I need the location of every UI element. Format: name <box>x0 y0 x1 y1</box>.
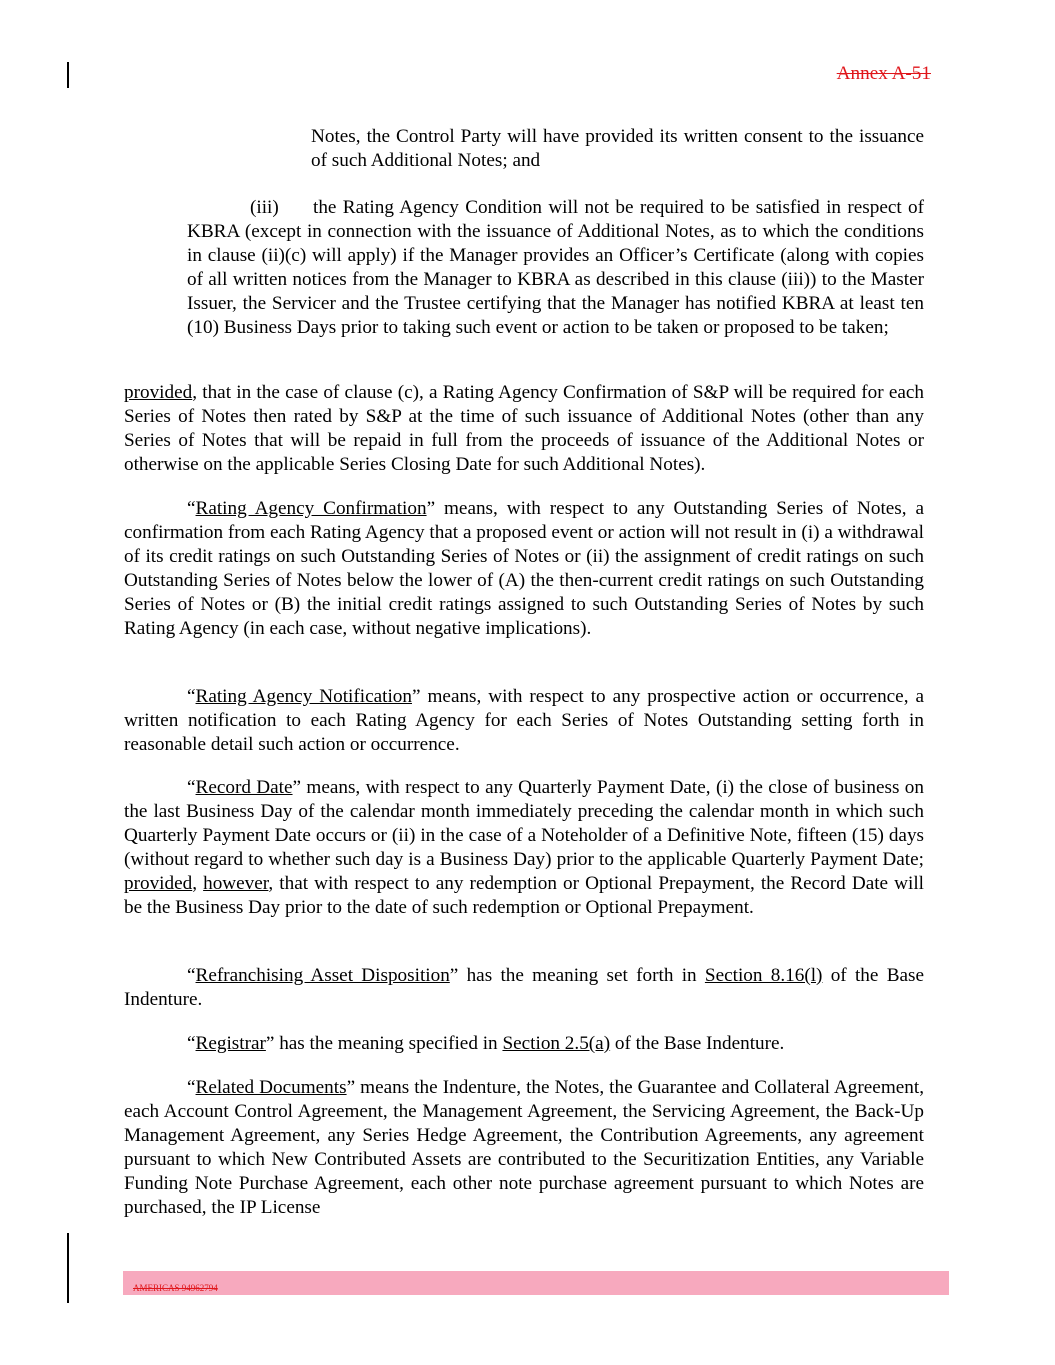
definition-text-cont: , that with respect to any redemption or Optional Prepayment, the Record Date will be the Business Day prior to the date of such redemption or Optional Prepayment. <box>124 873 925 918</box>
proviso-paragraph <box>124 381 924 477</box>
footer-document-id: AMERICAS 94962794 <box>133 1283 218 1293</box>
open-quote: “ <box>187 1077 196 1098</box>
footer-highlight-band <box>123 1271 949 1295</box>
section-reference: Section 8.16(l) <box>704 965 823 986</box>
definition-text: ” means the Indenture, the Notes, the Guarantee and Collateral Agreement, each Account Control Agreement, the Management Agreement, the Servicing Agreement, the Back-Up Management Agreement, any Series Hedge Agreement, the Contribution Agreements, any agreement pursuant to which New Contributed Assets are contributed to the Securitization Entities, any Variable Funding Note Purchase Agreement, each other note purchase agreement pursuant to which Notes are purchased, the IP License <box>124 1077 924 1218</box>
open-quote: “ <box>187 965 196 986</box>
proviso-term: provided <box>124 382 193 403</box>
definition-text: ” has the meaning set forth in <box>449 965 705 986</box>
definition-text-cont: of the Base Indenture. <box>610 1033 785 1054</box>
change-bar-bottom <box>67 1233 69 1303</box>
defined-term: Rating Agency Confirmation <box>195 498 427 519</box>
definition-text-cont: of the Base Indenture. <box>124 965 924 1010</box>
definition-rating-agency-notification <box>124 685 924 757</box>
clause-number: (iii) <box>250 197 279 218</box>
defined-term: Related Documents <box>195 1077 347 1098</box>
clause-text: the Rating Agency Condition will not be required to be satisfied in respect of KBRA (except in connection with the issuance of Additional Notes, as to which the conditions in clause (ii)(c) will apply) if the Manager provides an Officer’s Certificate (along with copies of all written notices from the Manager to KBRA as described in this clause (iii)) to the Master Issuer, the Servicer and the Trustee certifying that the Manager has notified KBRA at least ten (10) Business Days prior to taking such event or action to be taken or proposed to be taken; <box>187 197 924 338</box>
defined-term: Record Date <box>195 777 293 798</box>
page-label: Annex A-51 <box>836 63 931 84</box>
definition-refranchising-asset-disposition <box>124 964 924 1012</box>
definition-text: ” has the meaning specified in <box>265 1033 503 1054</box>
definition-registrar <box>124 1032 924 1056</box>
open-quote: “ <box>187 686 196 707</box>
open-quote: “ <box>187 1033 196 1054</box>
definition-record-date <box>124 776 924 920</box>
definition-related-documents <box>124 1076 924 1220</box>
definition-text: ” means, with respect to any prospective action or occurrence, a written notification to each Rating Agency for each Series of Notes Outstanding setting forth in reasonable detail such action or occurrence. <box>124 686 924 755</box>
however-term: however <box>203 873 269 894</box>
definition-rating-agency-confirmation <box>124 497 924 641</box>
proviso-text: , that in the case of clause (c), a Rating Agency Confirmation of S&P will be required for each Series of Notes then rated by S&P at the time of such issuance of Additional Notes (other than any Series of Notes that will be repaid in full from the proceeds of issuance of the Additional Notes or otherwise on the applicable Series Closing Date for such Additional Notes). <box>124 382 924 475</box>
defined-term: Rating Agency Notification <box>195 686 412 707</box>
change-bar-top <box>67 62 69 88</box>
section-reference: Section 2.5(a) <box>502 1033 611 1054</box>
open-quote: “ <box>187 498 196 519</box>
definition-text: ” means, with respect to any Outstanding Series of Notes, a confirmation from each Rating Agency that a proposed event or action will not result in (i) a withdrawal of its credit ratings on such Outstanding Series of Notes or (ii) the assignment of credit ratings on such Outstanding Series of Notes below the lower of (A) the then-current credit ratings on such Outstanding Series of Notes or (B) the initial credit ratings assigned to such Outstanding Series of Notes by such Rating Agency (in each case, without negative implications). <box>124 498 925 639</box>
open-quote: “ <box>187 777 196 798</box>
clause-iii-paragraph <box>187 196 924 340</box>
provided-term: provided <box>124 873 193 894</box>
defined-term: Registrar <box>195 1033 266 1054</box>
definition-text: ” means, with respect to any Quarterly Payment Date, (i) the close of business on the last Business Day of the calendar month immediately preceding the calendar month in which such Quarterly Payment Date occurs or (ii) in the case of a Noteholder of a Definitive Note, fifteen (15) days (without regard to whether such day is a Business Day) prior to the applicable Quarterly Payment Date; <box>124 777 924 870</box>
separator: , <box>192 873 204 894</box>
defined-term: Refranchising Asset Disposition <box>195 965 450 986</box>
continuation-paragraph: Notes, the Control Party will have provided its written consent to the issuance of such Additional Notes; and <box>311 126 924 171</box>
